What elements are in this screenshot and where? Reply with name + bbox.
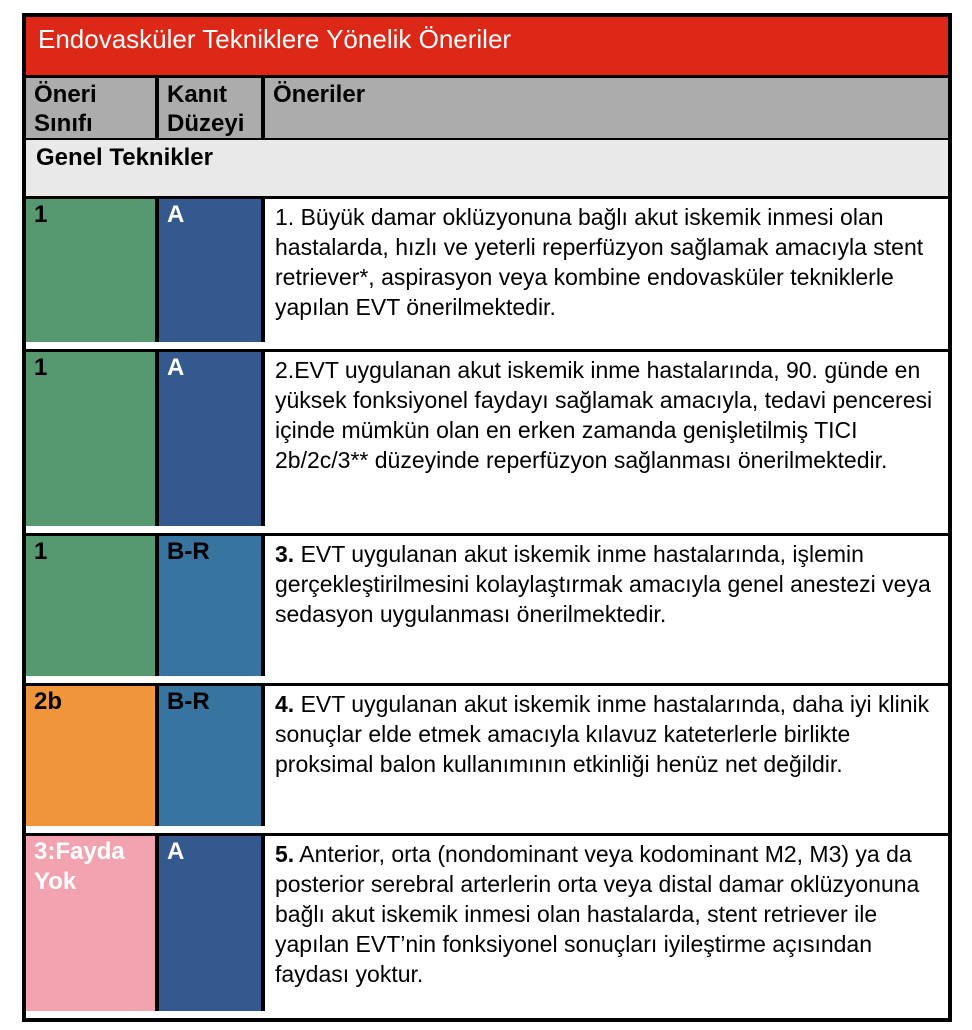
evidence-cell bbox=[159, 199, 265, 349]
column-header-evidence: Kanıt Düzeyi bbox=[159, 78, 265, 138]
recommendation-number: 2. bbox=[275, 357, 295, 383]
recommendation-text bbox=[265, 686, 948, 833]
recommendations-table bbox=[22, 13, 952, 1022]
table-title: Endovasküler Tekniklere Yönelik Öneriler bbox=[26, 17, 948, 78]
recommendation-text bbox=[265, 352, 948, 533]
table-row bbox=[26, 536, 948, 686]
class-cell bbox=[26, 536, 159, 683]
recommendation-body: Anterior, orta (nondominant veya kodominant M2, M3) ya da posterior serebral arterlerin orta veya distal damar oklüzyonuna bağlı akut iskemik inmesi olan hastalarda, stent retriever ile yapılan EVT’nin fonksiyonel sonuçları iyileştirme açısından faydası yoktur. bbox=[275, 841, 920, 987]
class-badge: 1 bbox=[26, 536, 159, 676]
recommendation-body: EVT uygulanan akut iskemik inme hastalarında, işlemin gerçekleştirilmesini kolaylaştırmak amacıyla genel anestezi veya sedasyon uygulanması önerilmektedir. bbox=[275, 541, 931, 627]
table-row bbox=[26, 199, 948, 352]
evidence-badge: B-R bbox=[159, 536, 265, 676]
evidence-cell bbox=[159, 686, 265, 833]
recommendation-text bbox=[265, 536, 948, 683]
section-header: Genel Teknikler bbox=[26, 140, 948, 199]
recommendation-number: 3. bbox=[275, 541, 295, 567]
recommendation-text bbox=[265, 836, 948, 1018]
recommendation-body: Büyük damar oklüzyonuna bağlı akut iskemik inmesi olan hastalarda, hızlı ve yeterli reperfüzyon sağlamak amacıyla stent retriever*, aspirasyon veya kombine endovasküler tekniklerle yapılan EVT önerilmektedir. bbox=[275, 204, 924, 320]
class-badge: 3:Fayda Yok bbox=[26, 836, 159, 1011]
evidence-badge: B-R bbox=[159, 686, 265, 826]
evidence-badge: A bbox=[159, 836, 265, 1011]
column-header-class: Öneri Sınıfı bbox=[26, 78, 159, 138]
recommendation-text bbox=[265, 199, 948, 349]
class-cell bbox=[26, 199, 159, 349]
evidence-cell bbox=[159, 536, 265, 683]
recommendation-body: EVT uygulanan akut iskemik inme hastalarında, 90. günde en yüksek fonksiyonel faydayı sağlamak amacıyla, tedavi penceresi içinde mümkün olan en erken zamanda genişletilmiş TICI 2b/2c/3** düzeyinde reperfüzyon sağlanması önerilmektedir. bbox=[275, 357, 933, 473]
class-badge: 1 bbox=[26, 199, 159, 342]
column-header-row bbox=[26, 78, 948, 140]
class-cell bbox=[26, 352, 159, 533]
table-row bbox=[26, 836, 948, 1018]
table-row bbox=[26, 686, 948, 836]
evidence-badge: A bbox=[159, 199, 265, 342]
recommendation-number: 5. bbox=[275, 841, 295, 867]
class-cell bbox=[26, 686, 159, 833]
column-header-recommendations: Öneriler bbox=[265, 78, 948, 138]
evidence-cell bbox=[159, 836, 265, 1018]
evidence-badge: A bbox=[159, 352, 265, 526]
evidence-cell bbox=[159, 352, 265, 533]
class-cell bbox=[26, 836, 159, 1018]
recommendation-number: 4. bbox=[275, 691, 295, 717]
table-row bbox=[26, 352, 948, 536]
class-badge: 2b bbox=[26, 686, 159, 826]
recommendation-number: 1. bbox=[275, 204, 295, 230]
class-badge: 1 bbox=[26, 352, 159, 526]
recommendation-body: EVT uygulanan akut iskemik inme hastalarında, daha iyi klinik sonuçlar elde etmek amacıyla kılavuz kateterlerle birlikte proksimal balon kullanımının etkinliği henüz net değildir. bbox=[275, 691, 930, 777]
